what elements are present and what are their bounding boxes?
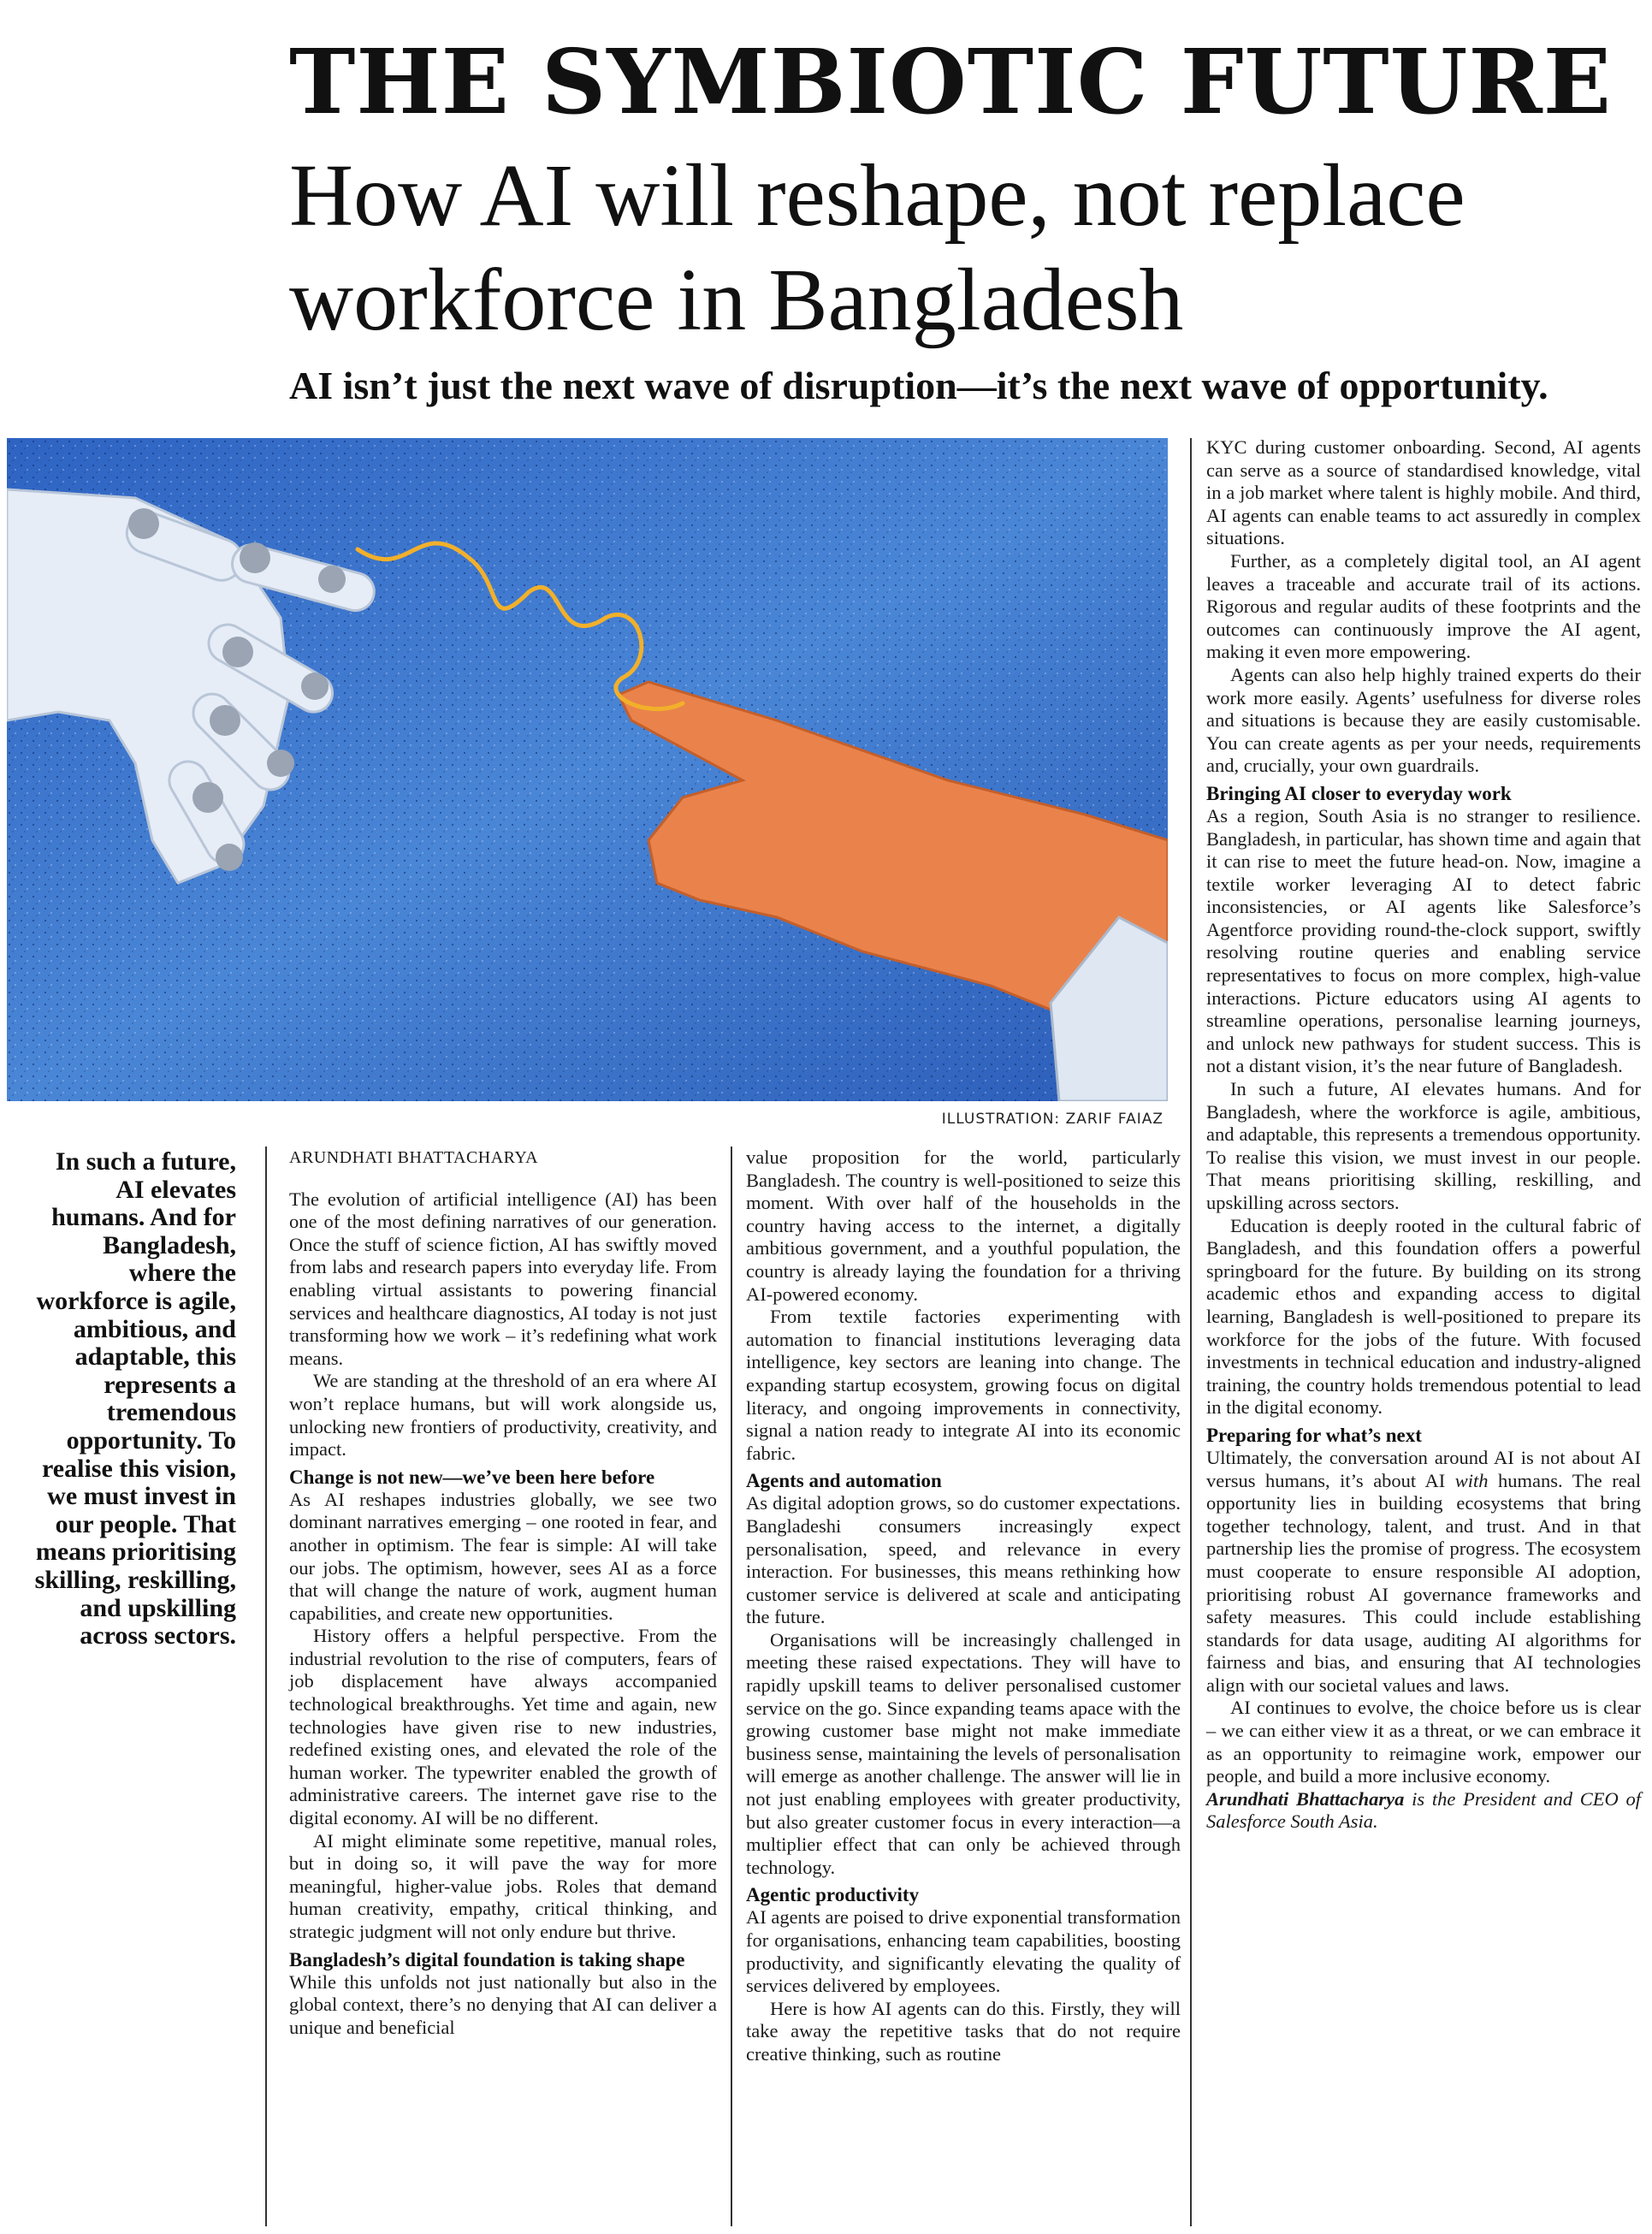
paragraph: As a region, South Asia is no stranger to resilience. Bangladesh, in particular, has shown time and again that it can rise to meet the future head-on. Now, imagine a textile worker leveraging AI to detect fabric inconsistencies, or AI agents like Salesforce’s Agentforce providing round-the-clock support, swiftly resolving routine queries and enabling service representatives to focus on more complex, high-value interactions. Picture educators using AI agents to streamline operations, personalise learning journeys, and unlock new pathways for student success. This is not a distant vision, it’s the near future of Bangladesh. [1206, 804, 1641, 1077]
column-rule [265, 1147, 267, 2226]
paragraph: In such a future, AI elevates humans. And for Bangladesh, where the workforce is agile, ambitious, and adaptable, this represents a tremendous opportunity. To realise this vision, we must invest in our people. That means prioritising skilling, reskilling, and upskilling across sectors. [1206, 1078, 1641, 1213]
paragraph: We are standing at the threshold of an era where AI won’t replace humans, but will work alongside us, unlocking new frontiers of productivity, creativity, and impact. [289, 1370, 717, 1461]
column-rule [731, 1147, 732, 2226]
emphasis: with [1454, 1469, 1489, 1491]
paragraph-part: humans. The real opportunity lies in building ecosystems that bring together technology, talent, and trust. And in that partnership lies the promise of progress. The ecosystem must cooperate to ensure responsible AI adoption, prioritising robust AI governance frameworks and safety measures. This could include establishing standards for data usage, auditing AI algorithms for fairness and bias, and ensuring that AI technologies align with our societal values and laws. [1206, 1469, 1642, 1696]
paragraph [1206, 1447, 1641, 1698]
article-column-2 [746, 1147, 1181, 2066]
subheading: Agentic productivity [746, 1884, 920, 1906]
paragraph-part: Ultimately, the conversation around AI is not about AI versus humans, it’s about AI [1206, 1446, 1641, 1491]
paragraph: Further, as a completely digital tool, an AI agent leaves a traceable and accurate trail of its actions. Rigorous and regular audits of these footprints and the outcomes can continuously improve the AI agent, making it even more empowering. [1206, 549, 1641, 663]
illustration-credit: ILLUSTRATION: ZARIF FAIAZ [941, 1111, 1164, 1128]
standfirst: AI isn’t just the next wave of disruption—it’s the next wave of opportunity. [289, 364, 1548, 407]
author-bio [1206, 1788, 1641, 1834]
subheading: Preparing for what’s next [1206, 1424, 1422, 1446]
headline: How AI will reshape, not replace workforce in Bangladesh [289, 146, 1465, 349]
paragraph: From textile factories experimenting with automation to financial institutions leveraging data intelligence, key sectors are leaning into change. The expanding startup ecosystem, growing focus on digital literacy, and ongoing improvements in connectivity, signal a nation ready to integrate AI into its economic fabric. [746, 1306, 1181, 1464]
byline: ARUNDHATI BHATTACHARYA [289, 1148, 539, 1167]
subheading: Agents and automation [746, 1470, 942, 1492]
robot-human-hands-illustration [7, 438, 1168, 1101]
column-rule [1190, 438, 1192, 2226]
subheading: Change is not new—we’ve been here before [289, 1466, 655, 1488]
paragraph: Here is how AI agents can do this. Firstly, they will take away the repetitive tasks that do not require creative thinking, such as routine [746, 1997, 1181, 2065]
paragraph: As AI reshapes industries globally, we see two dominant narratives emerging – one rooted in fear, and another in optimism. The fear is simple: AI will take our jobs. The optimism, however, sees AI as a force that will change the nature of work, augment human capabilities, and create new opportunities. [289, 1488, 717, 1624]
paragraph: Education is deeply rooted in the cultural fabric of Bangladesh, and this foundation offers a powerful springboard for the future. By building on its strong academic ethos and expanding access to digital learning, Bangladesh is well-positioned to prepare its workforce for the jobs of the future. With focused investments in technical education and industry-aligned training, the country holds tremendous potential to lead in the digital economy. [1206, 1214, 1641, 1419]
author-name: Arundhati Bhattacharya [1206, 1787, 1405, 1810]
paragraph: AI agents are poised to drive exponential transformation for organisations, enhancing team capabilities, boosting productivity, and significantly elevating the quality of services delivered by employees. [746, 1906, 1181, 1997]
paragraph: Organisations will be increasingly challenged in meeting these raised expectations. They will have to rapidly upskill teams to deliver personalised customer service on the go. Since expanding teams apace with the growing customer base might not make immediate business sense, maintaining the levels of personalisation will emerge as another challenge. The answer will lie in not just enabling employees with greater productivity, but also greater customer focus in every interaction—a multiplier effect that can only be achieved through technology. [746, 1628, 1181, 1878]
subheading: Bringing AI closer to everyday work [1206, 782, 1512, 804]
illustration [7, 438, 1168, 1101]
kicker: THE SYMBIOTIC FUTURE [289, 29, 1613, 134]
paragraph: Agents can also help highly trained experts do their work more easily. Agents’ usefulness for diverse roles and situations is because they are easily customisable. You can create agents as per your needs, requirements and, crucially, your own guardrails. [1206, 663, 1641, 777]
paragraph: While this unfolds not just nationally but also in the global context, there’s no denying that AI can deliver a unique and beneficial [289, 1970, 717, 2038]
paragraph: History offers a helpful perspective. From the industrial revolution to the rise of computers, fears of job displacement have always accompanied technological breakthroughs. Yet time and again, new technologies have given rise to new industries, redefined existing ones, and elevated the role of the human worker. The typewriter enabled the growth of administrative careers. The internet gave rise to the digital economy. AI will be no different. [289, 1625, 717, 1829]
subheading: Bangladesh’s digital foundation is taking shape [289, 1948, 685, 1970]
pull-quote: In such a future, AI elevates humans. And for Bangladesh, where the workforce is agile, ambitious, and adaptable, this represents a tremendous opportunity. To realise this vision, we must invest in our people. That means prioritising skilling, reskilling, and upskilling across sectors. [34, 1147, 236, 1650]
paragraph: AI might eliminate some repetitive, manual roles, but in doing so, it will pave the way for more meaningful, higher-value jobs. Roles that demand human creativity, empathy, critical thinking, and strategic judgment will not only endure but thrive. [289, 1829, 717, 1942]
article-column-3 [1206, 436, 1641, 1834]
paragraph: The evolution of artificial intelligence (AI) has been one of the most defining narratives of our generation. Once the stuff of science fiction, AI has swiftly moved from labs and research papers into everyday life. From enabling virtual assistants to powering financial services and healthcare diagnostics, AI today is not just transforming how we work – it’s redefining what work means. [289, 1188, 717, 1369]
paragraph: value proposition for the world, particularly Bangladesh. The country is well-positioned to seize this moment. With over half of the households in the country having access to the internet, a digitally ambitious government, and a youthful population, the country is already laying the foundation for a thriving AI-powered economy. [746, 1147, 1181, 1305]
paragraph: KYC during customer onboarding. Second, AI agents can serve as a source of standardised knowledge, vital in a job market where talent is highly mobile. And third, AI agents can enable teams to act assuredly in complex situations. [1206, 436, 1641, 549]
paragraph: As digital adoption grows, so do customer expectations. Bangladeshi consumers increasingly expect personalisation, speed, and relevance in every interaction. For businesses, this means rethinking how customer service is delivered at scale and anticipating the future. [746, 1492, 1181, 1628]
article-column-1 [289, 1147, 717, 2039]
paragraph: AI continues to evolve, the choice before us is clear – we can either view it as a threat, or we can embrace it as an opportunity to reimagine work, empower our people, and build a more inclusive economy. [1206, 1697, 1641, 1787]
author-role: is the President and CEO of Salesforce South Asia. [1206, 1787, 1641, 1833]
